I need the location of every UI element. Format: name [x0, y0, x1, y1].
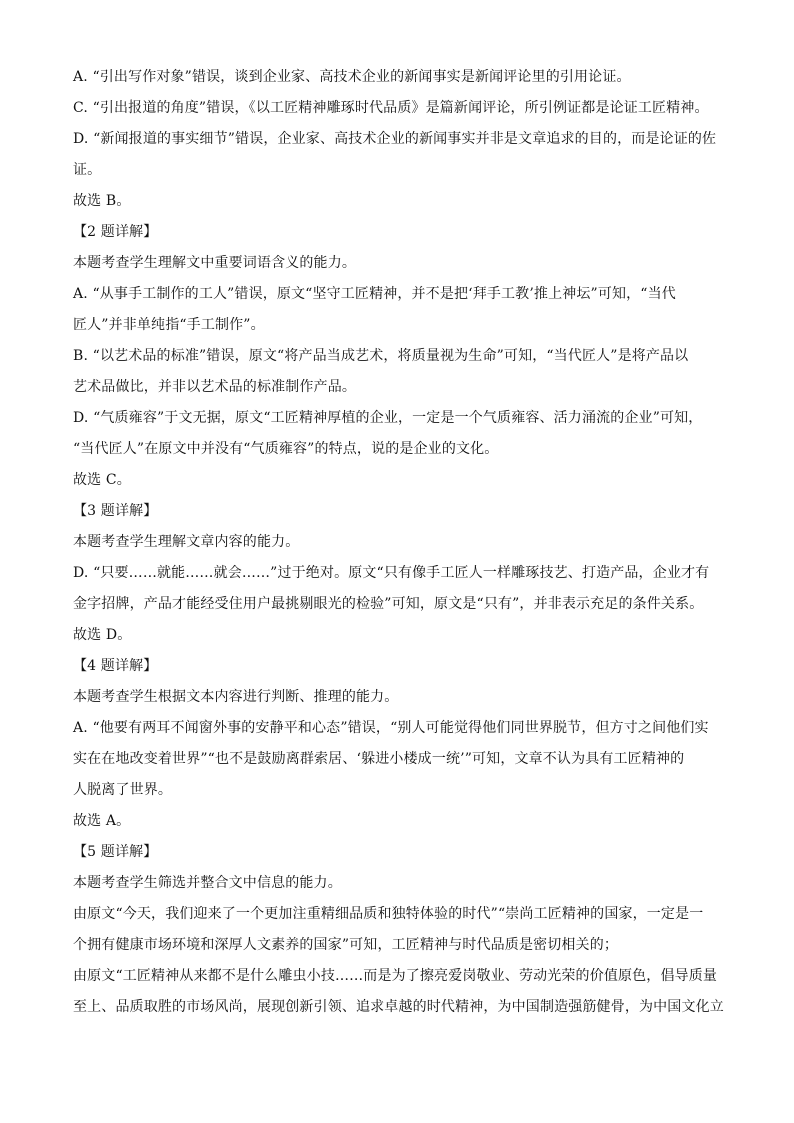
- text-line: “当代匠人”在原文中并没有“气质雍容”的特点，说的是企业的文化。: [73, 441, 499, 457]
- text-line: D. “新闻报道的事实细节”错误，企业家、高技术企业的新闻事实并非是文章追求的目的，而是论证的佐: [73, 131, 717, 147]
- text-line: 本题考查学生理解文中重要词语含义的能力。: [73, 255, 356, 271]
- text-line: 本题考查学生理解文章内容的能力。: [73, 534, 300, 550]
- text-line: B. “以艺术品的标准”错误，原文“将产品当成艺术，将质量视为生命”可知，“当代匠人”是将产品以: [73, 348, 689, 364]
- text-line: D. “只要……就能……就会……”过于绝对。原文“只有像手工匠人一样雕琢技艺、打造产品，企业才有: [73, 565, 710, 581]
- text-line: 人脱离了世界。: [73, 782, 173, 798]
- text-line: A. “他要有两耳不闻窗外事的安静平和心态”错误，“别人可能觉得他们同世界脱节，但方寸之间他们实: [73, 720, 709, 736]
- text-line: 故选 C。: [73, 472, 131, 488]
- text-line: 艺术品做比，并非以艺术品的标准制作产品。: [73, 379, 356, 395]
- text-line: 故选 B。: [73, 193, 131, 209]
- text-line: 至上、品质取胜的市场风尚，展现创新引领、追求卓越的时代精神，为中国制造强筋健骨，为中国文化立: [73, 999, 724, 1015]
- section-heading: 【4 题详解】: [73, 658, 158, 674]
- section-heading: 【3 题详解】: [73, 503, 158, 519]
- section-heading: 【2 题详解】: [73, 224, 158, 240]
- text-line: 个拥有健康市场环境和深厚人文素养的国家”可知，工匠精神与时代品质是密切相关的；: [73, 937, 619, 953]
- text-line: 本题考查学生根据文本内容进行判断、推理的能力。: [73, 689, 399, 705]
- text-line: 故选 D。: [73, 627, 132, 643]
- text-line: 证。: [73, 162, 102, 178]
- text-line: 由原文“今天，我们迎来了一个更加注重精细品质和独特体验的时代”“崇尚工匠精神的国家，一定是一: [73, 906, 704, 922]
- text-line: D. “气质雍容”于文无据，原文“工匠精神厚植的企业，一定是一个气质雍容、活力涌流的企业”可知，: [73, 410, 703, 426]
- text-line: C. “引出报道的角度”错误，《以工匠精神雕琢时代品质》是篇新闻评论，所引例证都是论证工匠精神。: [73, 100, 709, 116]
- text-line: A. “引出写作对象”错误，谈到企业家、高技术企业的新闻事实是新闻评论里的引用论证。: [73, 69, 631, 85]
- section-heading: 【5 题详解】: [73, 844, 158, 860]
- text-line: 实在在地改变着世界”“也不是鼓励离群索居、‘躲进小楼成一统’”可知，文章不认为具有工匠精神的: [73, 751, 685, 767]
- text-line: 本题考查学生筛选并整合文中信息的能力。: [73, 875, 342, 891]
- document-page: [73, 62, 723, 1023]
- text-line: 金字招牌，产品才能经受住用户最挑剔眼光的检验”可知，原文是“只有”，并非表示充足的条件关系。: [73, 596, 704, 612]
- text-line: 由原文“工匠精神从来都不是什么雕虫小技……而是为了擦亮爱岗敬业、劳动光荣的价值原色，倡导质量: [73, 968, 718, 984]
- text-line: 匠人”并非单纯指“手工制作”。: [73, 317, 265, 333]
- text-line: 故选 A。: [73, 813, 131, 829]
- text-line: A. “从事手工制作的工人”错误，原文“坚守工匠精神，并不是把‘拜手工教’推上神坛”可知，“当代: [73, 286, 676, 302]
